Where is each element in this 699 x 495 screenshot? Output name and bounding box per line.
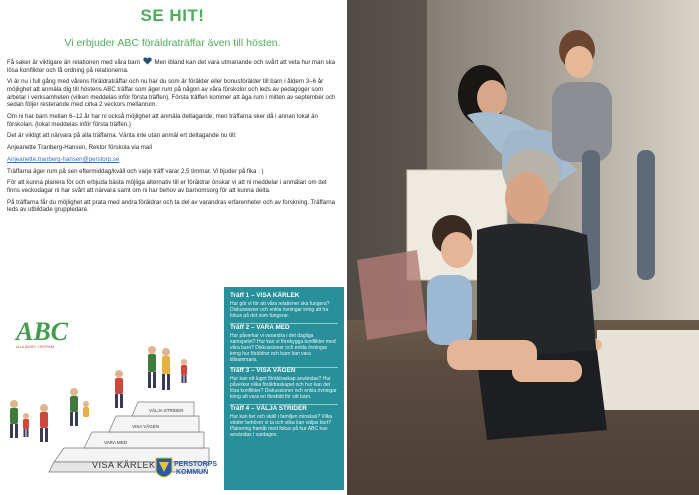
family-photo-illustration <box>347 0 699 495</box>
session-3 <box>230 367 338 400</box>
session-4 <box>230 405 338 438</box>
paragraph-attendance: Det är viktigt att närvara på alla träffarna. Vänta inte utan anmäl ert deltagande nu till: <box>7 132 237 140</box>
flyer-text-panel <box>0 0 345 495</box>
session-3-text: Hur kan ett lugnt föräldraskap användas? Hur påverkar olika föräldraskapet och hur kan det lösa konflikter? Diskussioner och enkla övningar kring att vara en förebild för sitt barn. <box>230 376 337 400</box>
session-2-text: Hur påverkar vi varandra i det dagliga samspelet? Hur kan vi förebygga konflikter med våra barn? Diskussioner och enkla övningar kring hur föräldrar och barn kan vara tillsammans. <box>230 332 336 363</box>
paragraph-contact: Anjeanette Tranberg-Hansen, Rektor förskola via mail <box>7 144 152 152</box>
family-photo <box>347 0 699 495</box>
session-1-text: Hur gör vi för att våra relationer ska fungera? Diskussioner och enkla övningar kring att ha fokus på det som fungerar. <box>230 301 330 319</box>
staircase-illustration <box>4 312 224 492</box>
intro-text-b: Men ibland kan det vara utmanande och svårt att veta hur man ska lösa konflikter och få ordning på relationerna. <box>7 59 336 74</box>
abc-logo <box>14 317 69 349</box>
perstorp-logo-text: PERSTORPS <box>174 461 218 468</box>
paragraph-older-children: Om ni har barn mellan 6–12 år har ni också möjlighet att anmäla deltagande, men träffarna sker då i annan lokal än förskolan. (lokal meddelas inför första träffen.) <box>7 112 318 128</box>
flyer-title: SE HIT! <box>140 6 205 25</box>
paragraph-intro <box>7 57 337 74</box>
session-2-heading: Träff 2 – VARA MED <box>230 323 290 331</box>
kommun-logo-text: KOMMUN <box>176 469 209 476</box>
session-1-heading: Träff 1 – VISA KÄRLEK <box>230 292 300 299</box>
step-label-1: VISA KÄRLEK <box>92 460 156 470</box>
heart-icon <box>143 57 152 65</box>
flyer-subtitle: Vi erbjuder ABC föräldraträffar även till hösten. <box>64 37 281 49</box>
session-1 <box>230 292 338 319</box>
paragraph-autumn: Vi är nu i full gång med vårens föräldraträffar och nu har du som är förälder eller bonusförälder till barn i åldern 3–6 år möjlighet att anmäla dig till höstens ABC träffar som äger rum på någon av våra förskolor och leds av pedagoger som arbetar i verksamheten (vilken meddelas inför första träffen). Första träffen kommer att äga rum i mitten av september och sedan följer resterande med cirka 2 veckors mellanrum. <box>7 78 336 109</box>
abc-logo-text: ABC <box>16 317 69 346</box>
contact-email-link[interactable]: Anjeanette.tranberg-hansen@perstorp.se <box>7 155 120 163</box>
step-label-3: VISA VÄGEN <box>132 424 160 429</box>
session-4-heading: Träff 4 – VÄLJA STRIDER <box>230 404 307 412</box>
step-label-4: VÄLJA STRIDER <box>149 408 184 413</box>
abc-logo-subtitle: ALLA BARN I CENTRUM <box>16 345 55 349</box>
paragraph-time: Träffarna äger rum på sen eftermiddag/kväll och varje träff varar 2,5 timmar. Vi bjuder på fika : ) <box>7 167 264 175</box>
perstorp-kommun-logo <box>156 458 217 477</box>
session-2 <box>230 324 338 363</box>
sessions-panel <box>224 287 344 490</box>
paragraph-meetings: På träffarna får du möjlighet att prata med andra föräldrar och ta del av varandras erfarenheter och av forskning. Träffarna leds av utbildade gruppledare. <box>7 198 336 214</box>
intro-text-a: Få saker är viktigare än relationen med våra barn <box>7 59 141 66</box>
step-label-2: VARA MED <box>104 440 127 445</box>
session-3-heading: Träff 3 – VISA VÄGEN <box>230 367 296 374</box>
flyer-body <box>7 57 337 218</box>
session-4-text: Hur kan tiet och skäll i familjen minskas? Vilka strider behöver vi ta och vilka kan väljas bort? Planering framåt med fokus på hur ABC kan användas i vardagen. <box>230 413 333 438</box>
paragraph-planning: För att kunna planera för och erbjuda bästa möjliga alternativ till er föräldrar önskar vi att ni meddelar i anmälan om det finns veckodagar ni har svårt att närvara samt om ni har behov av barnomsorg för att kunna delta. <box>7 179 327 195</box>
